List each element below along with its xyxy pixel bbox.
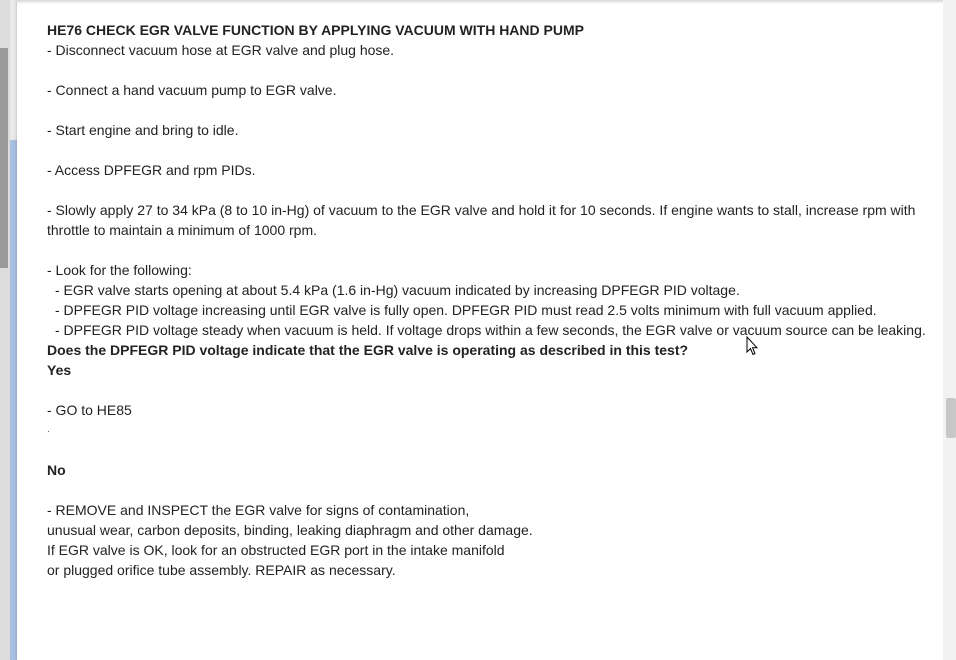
left-edge-shade [0, 48, 8, 268]
step-6: - Look for the following: [47, 262, 192, 278]
procedure-content [47, 20, 937, 580]
step-5: - Slowly apply 27 to 34 kPa (8 to 10 in-Hg) of vacuum to the EGR valve and hold it for 10 seconds. If engine wants to stall, increase rpm with throttle to maintain a minimum of 1000 rpm. [47, 202, 916, 238]
window-left-edge [0, 0, 10, 660]
no-line-2: unusual wear, carbon deposits, binding, leaking diaphragm and other damage. [47, 522, 533, 538]
document-panel [17, 0, 943, 660]
no-line-3: If EGR valve is OK, look for an obstructed EGR port in the intake manifold [47, 542, 505, 558]
step-4: - Access DPFEGR and rpm PIDs. [47, 162, 256, 178]
mouse-pointer-icon [746, 336, 758, 356]
left-accent-bar [10, 140, 17, 660]
step-3: - Start engine and bring to idle. [47, 122, 239, 138]
no-label: No [47, 462, 66, 478]
step-2: - Connect a hand vacuum pump to EGR valve. [47, 82, 337, 98]
test-question: Does the DPFEGR PID voltage indicate that the EGR valve is operating as described in this test? [47, 342, 689, 358]
no-line-4: or plugged orifice tube assembly. REPAIR as necessary. [47, 562, 396, 578]
no-line-1: - REMOVE and INSPECT the EGR valve for signs of contamination, [47, 502, 470, 518]
scrollbar-thumb[interactable] [946, 398, 956, 438]
step-1: - Disconnect vacuum hose at EGR valve and plug hose. [47, 42, 395, 58]
sub-item-2: - DPFEGR PID voltage increasing until EGR valve is fully open. DPFEGR PID must read 2.5 volts minimum with full vacuum applied. [55, 302, 877, 318]
sub-item-1: - EGR valve starts opening at about 5.4 kPa (1.6 in-Hg) vacuum indicated by increasing DPFEGR PID voltage. [55, 282, 740, 298]
panel-top-shadow [17, 0, 943, 4]
scrollbar-track[interactable] [943, 0, 956, 660]
procedure-title: HE76 CHECK EGR VALVE FUNCTION BY APPLYING VACUUM WITH HAND PUMP [47, 22, 584, 38]
yes-dot: . [47, 424, 50, 435]
yes-action: - GO to HE85 [47, 402, 132, 418]
sub-item-3: - DPFEGR PID voltage steady when vacuum is held. If voltage drops within a few seconds, the EGR valve or vacuum source can be leaking. [55, 322, 926, 338]
yes-label: Yes [47, 362, 72, 378]
